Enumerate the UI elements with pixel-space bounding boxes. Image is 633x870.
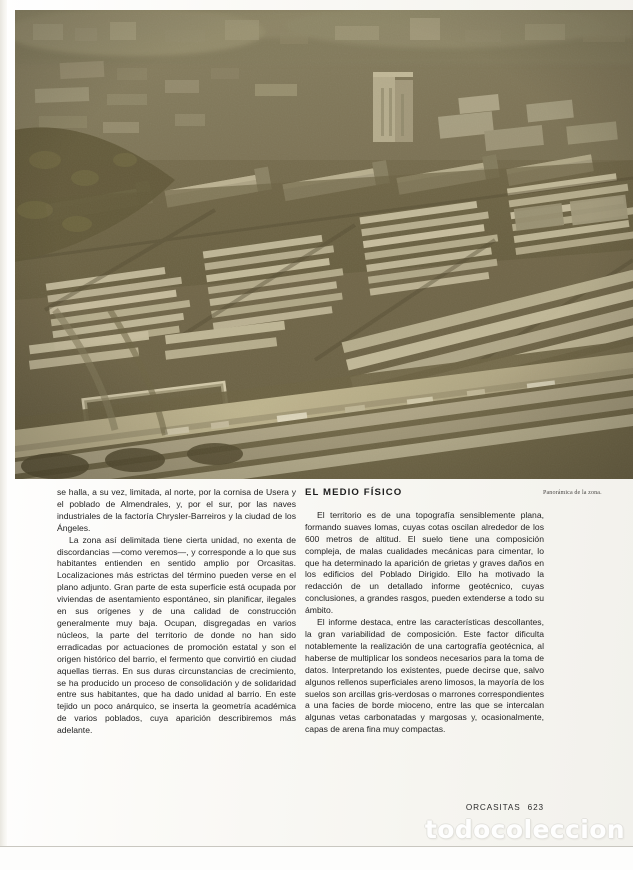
- paragraph: El informe destaca, entre las características descollantes, la gran variabilidad de composición. Este factor dificulta notablemente la realización de una cartografía geotécnica, al haberse de multiplicar los sondeos necesarios para la toma de datos. Interpretando los existentes, puede decirse que, salvo algunos rellenos superficiales areno limosos, la mayoría de los suelos son arcillas gris-verdosas o marrones correspondientes a una facies de borde mioceno, entre las que se intercalan algunas vetas carbonatadas y margosas y, ocasionalmente, capas de arena fina muy compactas.: [305, 617, 544, 735]
- folio-section-label: ORCASITAS: [465, 803, 521, 812]
- paragraph: se halla, a su vez, limitada, al norte, por la cornisa de Usera y el poblado de Almendrales, y, por el sur, por las naves industriales de la factoría Chrysler-Barreiros y la ciudad de los Ángeles.: [57, 487, 296, 533]
- text-column-left: [57, 487, 296, 737]
- aerial-photograph: [15, 10, 633, 479]
- text-column-right: [305, 487, 544, 736]
- article-body: [0, 487, 633, 827]
- aerial-photograph-artwork: [15, 10, 633, 479]
- page-folio: [305, 803, 544, 812]
- photo-caption: Panorámica de la zona.: [543, 490, 602, 496]
- section-heading: EL MEDIO FÍSICO: [305, 487, 403, 498]
- folio-page-number: 623: [527, 803, 544, 812]
- todocoleccion-watermark: todocoleccion: [424, 815, 625, 844]
- paragraph: La zona así delimitada tiene cierta unidad, no exenta de discordancias —como veremos—, y corresponde a lo que sus habitantes entienden en sentido amplio por Orcasitas. Localizaciones más estrictas del término pueden verse en el plano adjunto. Gran parte de esta superficie está ocupada por viviendas de asentamiento espontáneo, sin planificar, ilegales en sus orígenes y de una calidad de construcción generalmente muy baja. Ocupan, disgregadas en varios núcleos, la parte del territorio de donde no han sido erradicadas por actuaciones de promoción estatal y son el origen histórico del barrio, el fermento que convirtió en ciudad aquellas tierras. En sus duras circunstancias de crecimiento, se ha producido un proceso de consolidación y de solidaridad entre sus habitantes, que ha dado unidad al barrio. En este tejido un poco anárquico, se inserta la geometría académica de varios poblados, cuya aparición describiremos más adelante.: [57, 534, 296, 736]
- scan-bottom-band: [0, 847, 633, 870]
- paragraph: El territorio es de una topografía sensiblemente plana, formando suaves lomas, cuyas cotas oscilan alrededor de los 600 metros de altitud. El suelo tiene una composición compleja, de malas cualidades mecánicas para cimentar, lo que ha determinado la aparición de grietas y graves daños en los edificios del Poblado Dirigido. Ello ha motivado la redacción de un detallado informe geotécnico, cuyas conclusiones, a grandes rasgos, pueden extenderse a todo su ámbito.: [305, 509, 544, 616]
